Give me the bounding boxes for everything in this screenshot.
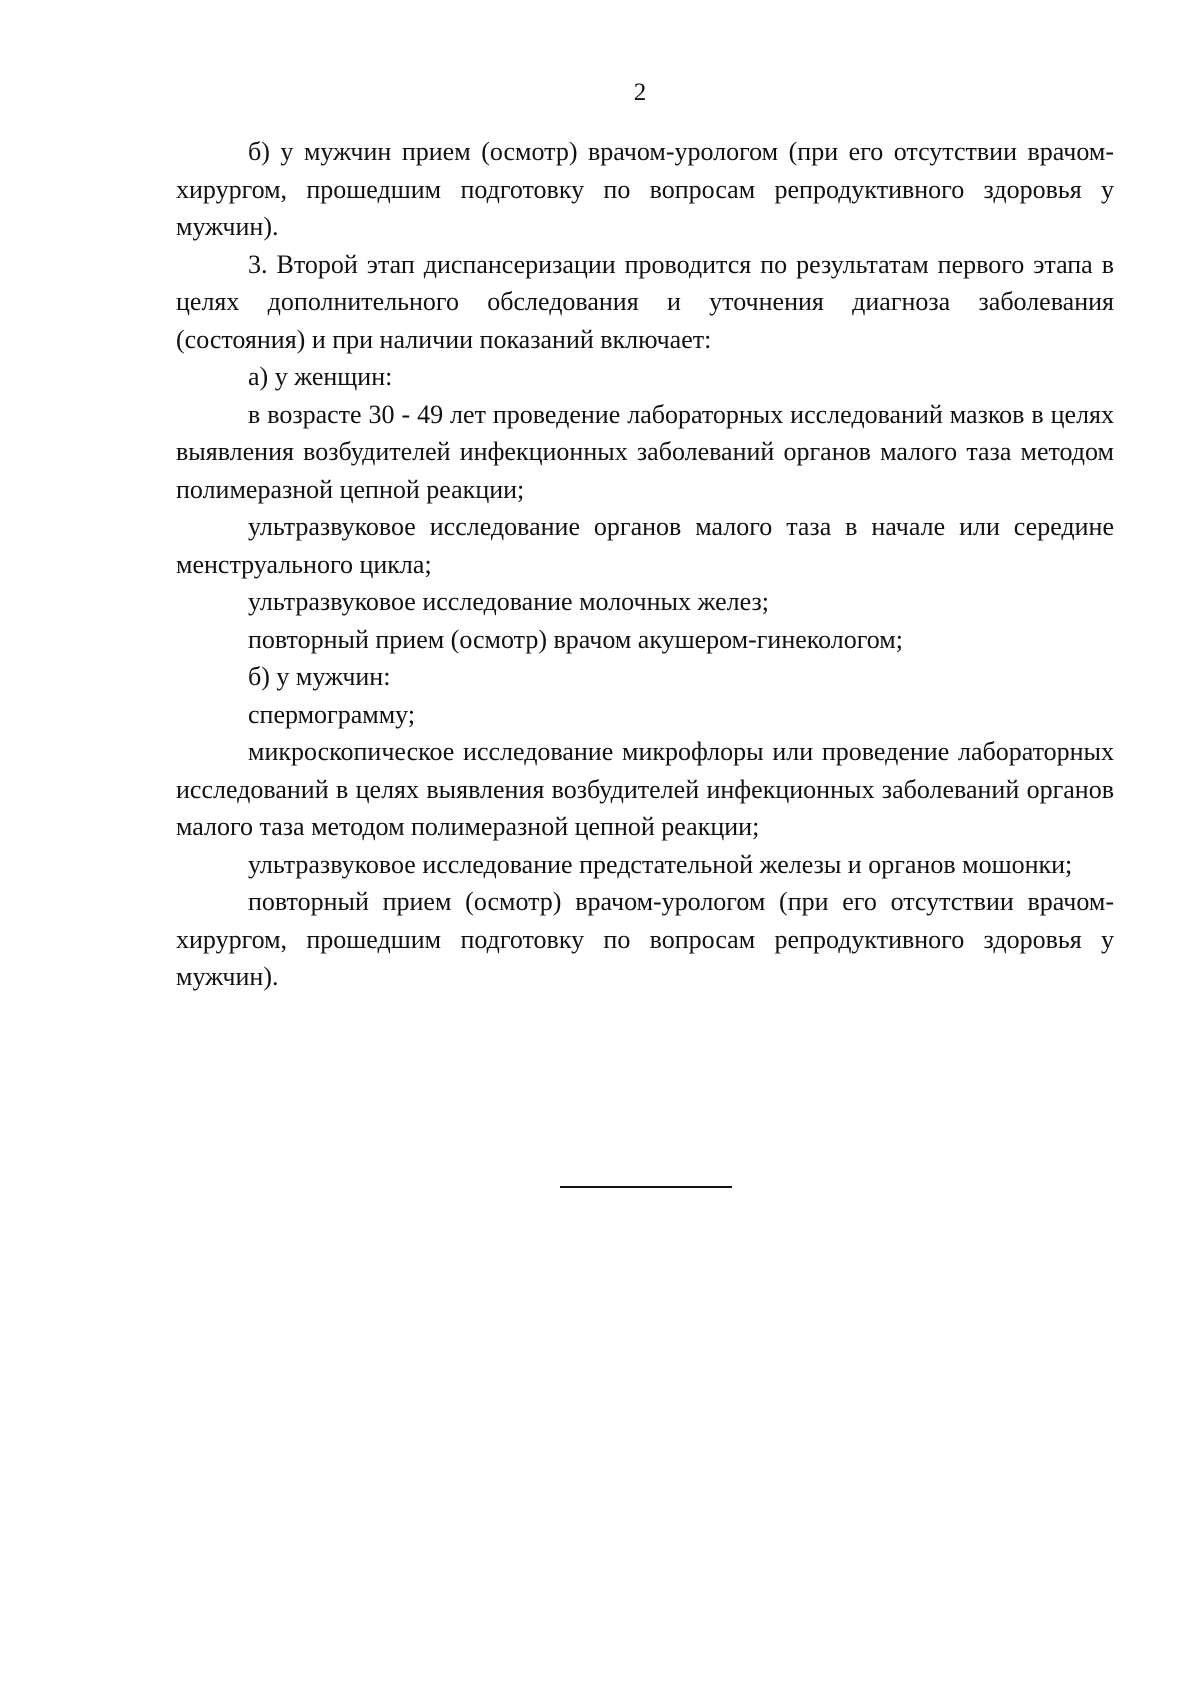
paragraph: спермограмму; (248, 699, 416, 729)
paragraph: в возрасте 30 - 49 лет проведение лабораторных исследований мазков в целях выявления возбудителей инфекционных заболеваний органов малого таза методом полимеразной цепной реакции; (176, 399, 1114, 504)
end-separator-line (560, 1186, 732, 1188)
paragraph: ультразвуковое исследование органов малого таза в начале или середине менструального цикла; (176, 512, 1114, 579)
paragraph: повторный прием (осмотр) врачом акушером-гинекологом; (248, 624, 903, 654)
paragraph: 3. Второй этап диспансеризации проводится по результатам первого этапа в целях дополнительного обследования и уточнения диагноза заболевания (состояния) и при наличии показаний включает: (176, 249, 1114, 354)
paragraph: ультразвуковое исследование молочных желез; (248, 587, 769, 616)
paragraph: ультразвуковое исследование предстательной железы и органов мошонки; (248, 849, 1073, 879)
paragraph: повторный прием (осмотр) врачом-урологом (при его отсутствии врачом-хирургом, прошедшим подготовку по вопросам репродуктивного здоровья у мужчин). (176, 887, 1114, 991)
paragraph: б) у мужчин прием (осмотр) врачом-урологом (при его отсутствии врачом-хирургом, прошедшим подготовку по вопросам репродуктивного здоровья у мужчин). (176, 137, 1114, 241)
page-number: 2 (633, 79, 647, 106)
document-body (176, 133, 1114, 996)
paragraph: б) у мужчин: (248, 662, 391, 691)
paragraph: а) у женщин: (248, 362, 393, 391)
paragraph: микроскопическое исследование микрофлоры или проведение лабораторных исследований в целях выявления возбудителей инфекционных заболеваний органов малого таза методом полимеразной цепной реакции; (176, 737, 1114, 841)
